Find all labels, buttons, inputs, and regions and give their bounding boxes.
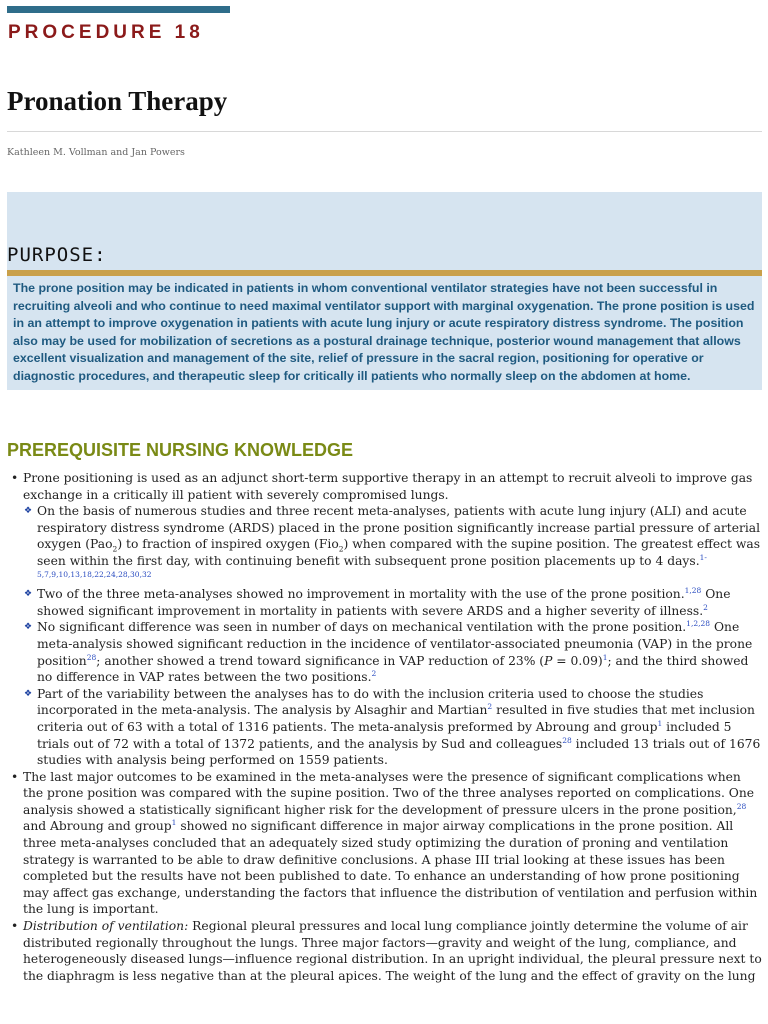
sub-bullet-item: ❖ Two of the three meta-analyses showed no improvement in mortality with the use of the prone position.$^{1,28}$ One showed significant improvement in mortality in patients with severe ARDS and a higher severity of illness.$^2$ xyxy=(24,586,731,618)
bullet-item: • Distribution of ventilation: Regional pleural pressures and local lung compliance jointly determine the volume of air distributed regionally throughout the lungs. Three major factors—gravity and weight of the lung, compliance, and heterogeneously diseased lungs—influence regional distribution. In an upright individual, the pleural pressure next to the diaphragm is less negative than at the pleural apices. The weight of the lung and the effect of gravity on the lung xyxy=(11,919,762,983)
sub-bullet-item: ❖ No significant difference was seen in number of days on mechanical ventilation with the prone position.$^{1,2,28}$ One meta-analysis showed significant reduction in the incidence of ventilator-associated pneumonia (VAP) in the prone position$^{28}$; another showed a trend toward significance in VAP reduction of 23% (P = 0.09)$^1$; and the third showed no difference in VAP rates between the two positions.$^2$ xyxy=(24,619,753,685)
bullet-icon: • xyxy=(11,769,19,784)
procedure-number: PROCEDURE 18 xyxy=(8,22,204,43)
purpose-panel xyxy=(7,192,762,270)
citation-link[interactable]: 1,2,28 xyxy=(686,619,711,629)
citation-link[interactable]: 1 xyxy=(657,718,663,728)
title-divider xyxy=(7,131,762,132)
sub-bullet-item: ❖ On the basis of numerous studies and three recent meta-analyses, patients with acute lung injury (ALI) and acute respiratory distress syndrome (ARDS) placed in the prone position significantly increase partial pressure of arterial oxygen (Pao$_2$) to fraction of inspired oxygen (Fio$_2$) when compared with the supine position. The greatest effect was seen within the first day, with continuing benefit with subsequent prone position placements up to 4 days.$^{1-5,7,9,10,13,18,22,24,28,30,32}$ xyxy=(24,504,761,579)
citation-link[interactable]: 2 xyxy=(371,669,377,679)
citation-link[interactable]: 28 xyxy=(86,652,97,662)
purpose-text: The prone position may be indicated in patients in whom conventional ventilator strategies have not been successful in recruiting alveoli and who continue to need maximal ventilator support with marginal oxygenation. The prone position is used in an attempt to improve oxygenation in patients with acute lung injury or acute respiratory distress syndrome. The position also may be used for mobilization of secretions as a postural drainage technique, posterior wound management that allows excellent visualization and management of the site, relief of pressure in the sacral region, positioning for operative or diagnostic procedures, and therapeutic sleep for critically ill patients who normally sleep on the abdomen at home. xyxy=(7,276,762,390)
citation-link[interactable]: 28 xyxy=(562,735,572,745)
purpose-label: PURPOSE: xyxy=(7,244,107,266)
diamond-bullet-icon: ❖ xyxy=(24,688,33,699)
citation-link[interactable]: 1 xyxy=(171,818,177,828)
section-heading: PREREQUISITE NURSING KNOWLEDGE xyxy=(7,440,354,460)
bullet-item: • Prone positioning is used as an adjunct short-term supportive therapy in an attempt to recruit alveoli to improve gas exchange in a critically ill patient with severely compromised lungs. xyxy=(11,471,753,502)
diamond-bullet-icon: ❖ xyxy=(24,589,33,600)
authors: Kathleen M. Vollman and Jan Powers xyxy=(7,147,185,158)
page-title: Pronation Therapy xyxy=(7,86,228,116)
citation-link[interactable]: 1,28 xyxy=(684,586,702,596)
citation-link[interactable]: 1-5,7,9,10,13,18,22,24,28,30,32 xyxy=(37,552,707,579)
header-accent-bar xyxy=(7,6,230,13)
citation-link[interactable]: 28 xyxy=(736,801,747,811)
citation-link[interactable]: 2 xyxy=(487,702,493,712)
diamond-bullet-icon: ❖ xyxy=(24,506,33,517)
bullet-icon: • xyxy=(11,919,19,934)
citation-link[interactable]: 1 xyxy=(602,652,608,662)
section-body xyxy=(7,470,762,984)
bullet-item: • The last major outcomes to be examined in the meta-analyses were the presence of significant complications when the prone position was compared with the supine position. Two of the three analyses reported on complications. One analysis showed a statistically significant higher risk for the development of pressure ulcers in the prone position,$^{28}$ and Abroung and group$^1$ showed no significant difference in major airway complications in the prone position. All three meta-analyses concluded that an adequately sized study optimizing the duration of proning and ventilation strategy is warranted to be able to draw definitive conclusions. A phase III trial looking at these issues has been completed but the results have not been published to date. To enhance an understanding of how prone positioning may affect gas exchange, understanding the factors that influence the distribution of ventilation and perfusion within the lung is important. xyxy=(11,769,758,917)
citation-link[interactable]: 2 xyxy=(703,602,708,612)
sub-bullet-item: ❖ Part of the variability between the analyses has to do with the inclusion criteria used to choose the studies incorporated in the meta-analysis. The analysis by Alsaghir and Martian$^2$ resulted in five studies that met inclusion criteria out of 63 with a total of 1316 patients. The meta-analysis preformed by Abroung and group$^1$ included 5 trials out of 72 with a total of 1372 patients, and the analysis by Sud and colleagues$^{28}$ included 13 trials out of 1676 studies with analysis being performed on 1559 patients. xyxy=(24,686,761,768)
bullet-icon: • xyxy=(11,471,19,485)
diamond-bullet-icon: ❖ xyxy=(24,622,33,633)
